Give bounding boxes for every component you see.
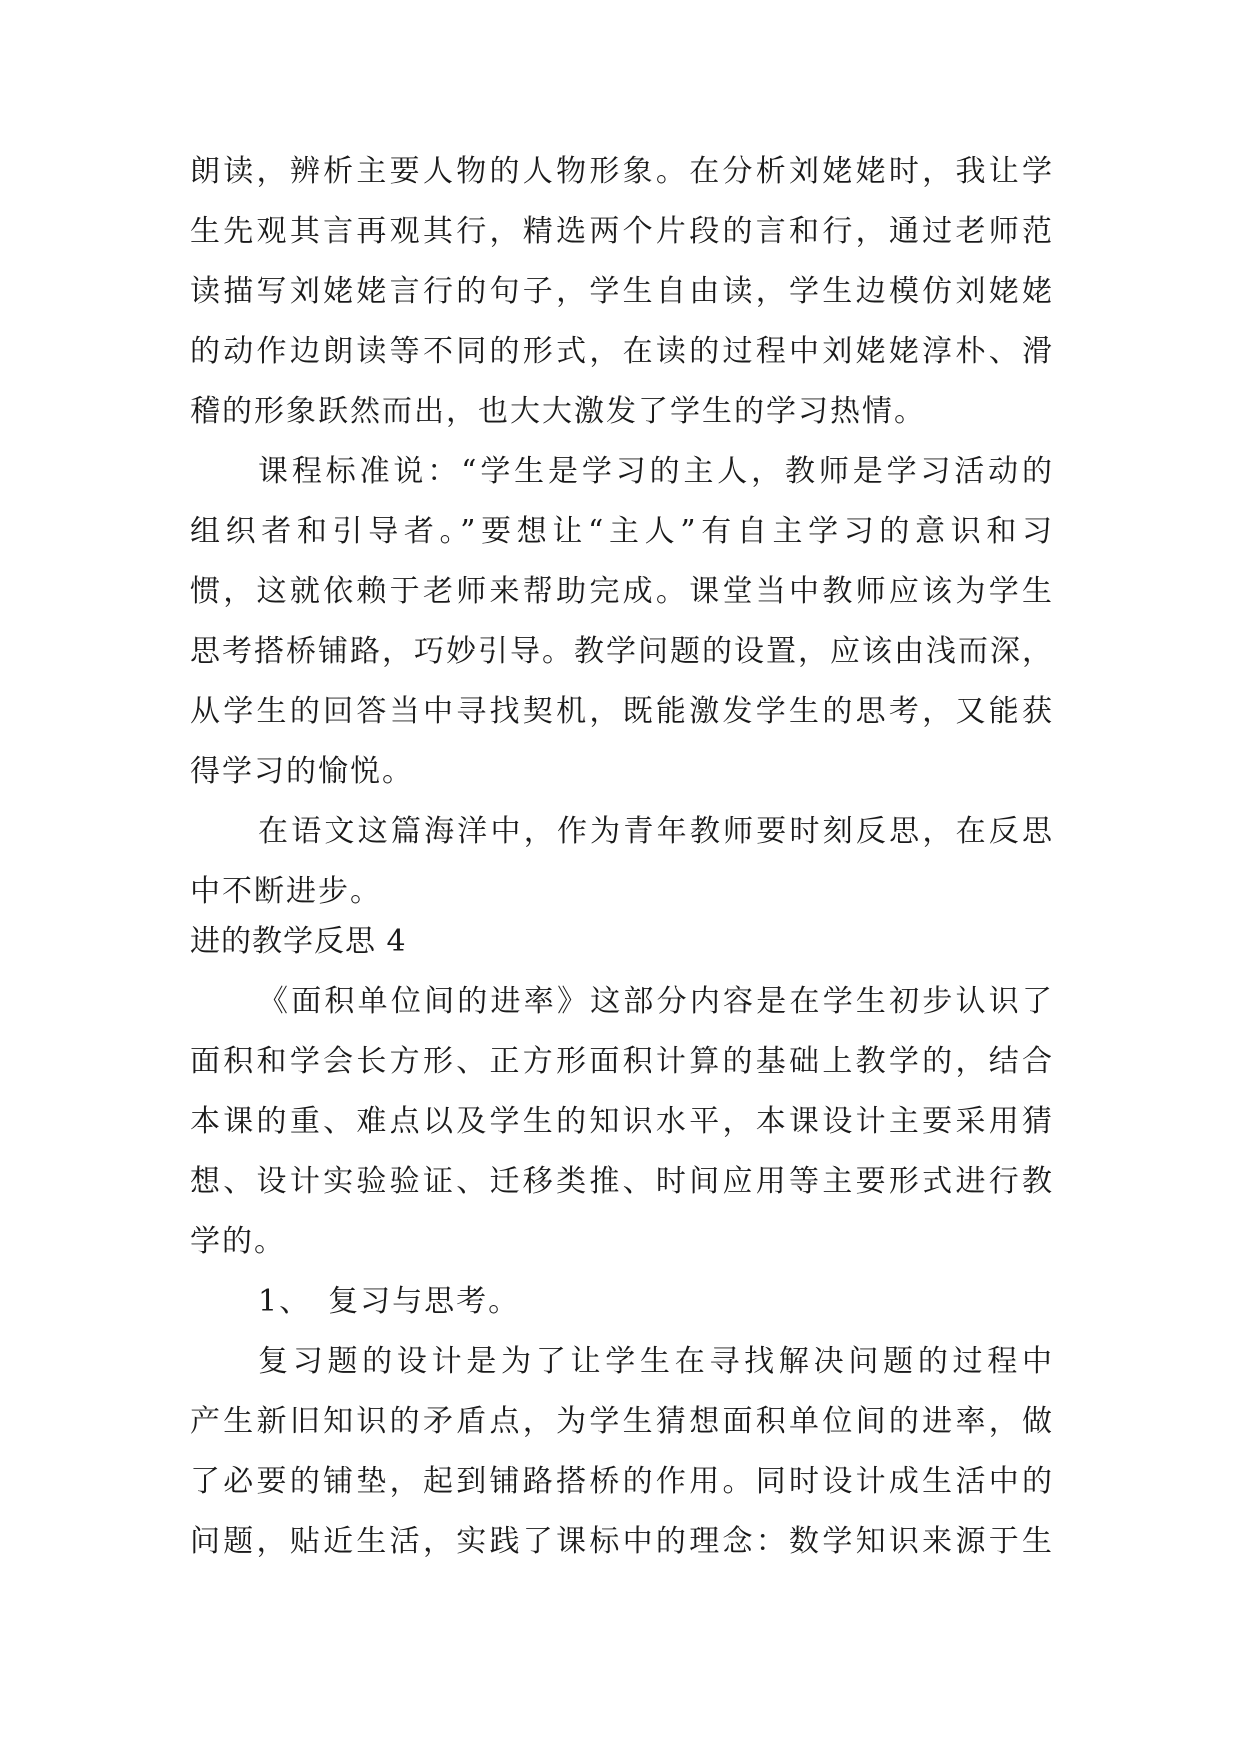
paragraph-line: 思考搭桥铺路，巧妙引导。教学问题的设置，应该由浅而深， [190,634,1054,669]
paragraph-line: 想、设计实验验证、迁移类推、时间应用等主要形式进行教 [190,1164,1054,1199]
section-heading: 进的教学反思 4 [190,924,407,959]
paragraph-line: 面积和学会长方形、正方形面积计算的基础上教学的，结合 [190,1044,1054,1079]
paragraph-line: 读描写刘姥姥言行的句子，学生自由读，学生边模仿刘姥姥 [190,274,1054,309]
paragraph-line: 产生新旧知识的矛盾点，为学生猜想面积单位间的进率，做 [190,1404,1054,1439]
paragraph-line: 的动作边朗读等不同的形式，在读的过程中刘姥姥淳朴、滑 [190,334,1054,369]
paragraph-line: 问题，贴近生活，实践了课标中的理念：数学知识来源于生 [190,1524,1054,1559]
paragraph-line: 组织者和引导者。”要想让“主人”有自主学习的意识和习 [190,514,1054,549]
paragraph-line: 生先观其言再观其行，精选两个片段的言和行，通过老师范 [190,214,1054,249]
paragraph-line: 了必要的铺垫，起到铺路搭桥的作用。同时设计成生活中的 [190,1464,1054,1499]
paragraph-line: 在语文这篇海洋中，作为青年教师要时刻反思，在反思 [258,814,1054,849]
paragraph-line: 惯，这就依赖于老师来帮助完成。课堂当中教师应该为学生 [190,574,1054,609]
paragraph-line: 本课的重、难点以及学生的知识水平，本课设计主要采用猜 [190,1104,1054,1139]
paragraph-line: 课程标准说：“学生是学习的主人，教师是学习活动的 [258,454,1054,489]
paragraph-line: 中不断进步。 [190,874,382,909]
paragraph-line: 朗读，辨析主要人物的人物形象。在分析刘姥姥时，我让学 [190,154,1054,189]
paragraph-line: 稽的形象跃然而出，也大大激发了学生的学习热情。 [190,394,926,429]
paragraph-line: 从学生的回答当中寻找契机，既能激发学生的思考，又能获 [190,694,1054,729]
paragraph-line: 复习题的设计是为了让学生在寻找解决问题的过程中 [258,1344,1054,1379]
list-item-heading: 1、 复习与思考。 [258,1284,521,1319]
paragraph-line: 《面积单位间的进率》这部分内容是在学生初步认识了 [258,984,1054,1019]
paragraph-line: 学的。 [190,1224,286,1259]
paragraph-line: 得学习的愉悦。 [190,754,414,789]
